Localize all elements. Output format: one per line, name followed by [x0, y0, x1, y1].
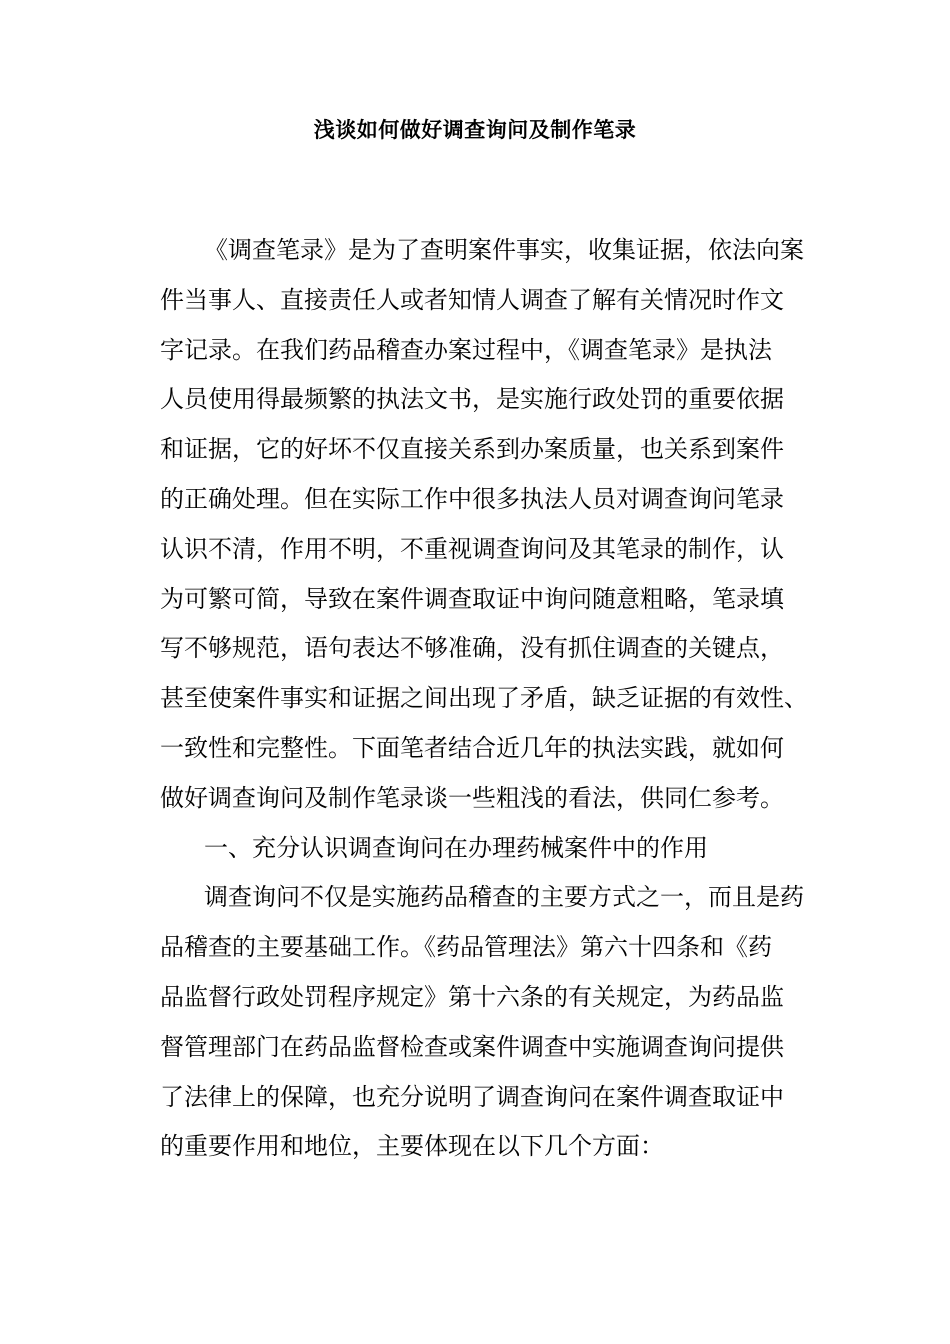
paragraph-line: 品监督行政处罚程序规定》第十六条的有关规定，为药品监: [160, 982, 784, 1011]
paragraph-line: 《调查笔录》是为了查明案件事实，收集证据，依法向案: [204, 236, 804, 264]
paragraph-line: 品稽查的主要基础工作。《药品管理法》第六十四条和《药: [160, 933, 772, 962]
paragraph-line: 人员使用得最频繁的执法文书，是实施行政处罚的重要依据: [160, 385, 784, 414]
paragraph-line: 做好调查询问及制作笔录谈一些粗浅的看法，供同仁参考。: [160, 783, 784, 812]
paragraph-line: 了法律上的保障，也充分说明了调查询问在案件调查取证中: [160, 1082, 784, 1111]
paragraph-line: 件当事人、直接责任人或者知情人调查了解有关情况时作文: [160, 285, 784, 314]
paragraph-line: 调查询问不仅是实施药品稽查的主要方式之一，而且是药: [204, 883, 804, 912]
paragraph-line: 甚至使案件事实和证据之间出现了矛盾，缺乏证据的有效性、: [160, 684, 808, 713]
paragraph-line: 写不够规范，语句表达不够准确，没有抓住调查的关键点，: [160, 634, 784, 663]
document-body: [160, 226, 808, 1172]
paragraph-line: 认识不清，作用不明，不重视调查询问及其笔录的制作，认: [160, 534, 784, 563]
paragraph-line: 字记录。在我们药品稽查办案过程中，《调查笔录》是执法: [160, 335, 772, 364]
paragraph-line: 的重要作用和地位，主要体现在以下几个方面：: [160, 1132, 664, 1161]
paragraph-line: 一致性和完整性。下面笔者结合近几年的执法实践，就如何: [160, 733, 784, 762]
section-heading: 一、充分认识调查询问在办理药械案件中的作用: [204, 833, 708, 862]
paragraph-line: 的正确处理。但在实际工作中很多执法人员对调查询问笔录: [160, 484, 784, 513]
paragraph-line: 和证据，它的好坏不仅直接关系到办案质量，也关系到案件: [160, 435, 784, 464]
paragraph-line: 督管理部门在药品监督检查或案件调查中实施调查询问提供: [160, 1032, 784, 1061]
document-title: 浅谈如何做好调查询问及制作笔录: [313, 118, 637, 142]
paragraph-line: 为可繁可简，导致在案件调查取证中询问随意粗略，笔录填: [160, 584, 784, 613]
